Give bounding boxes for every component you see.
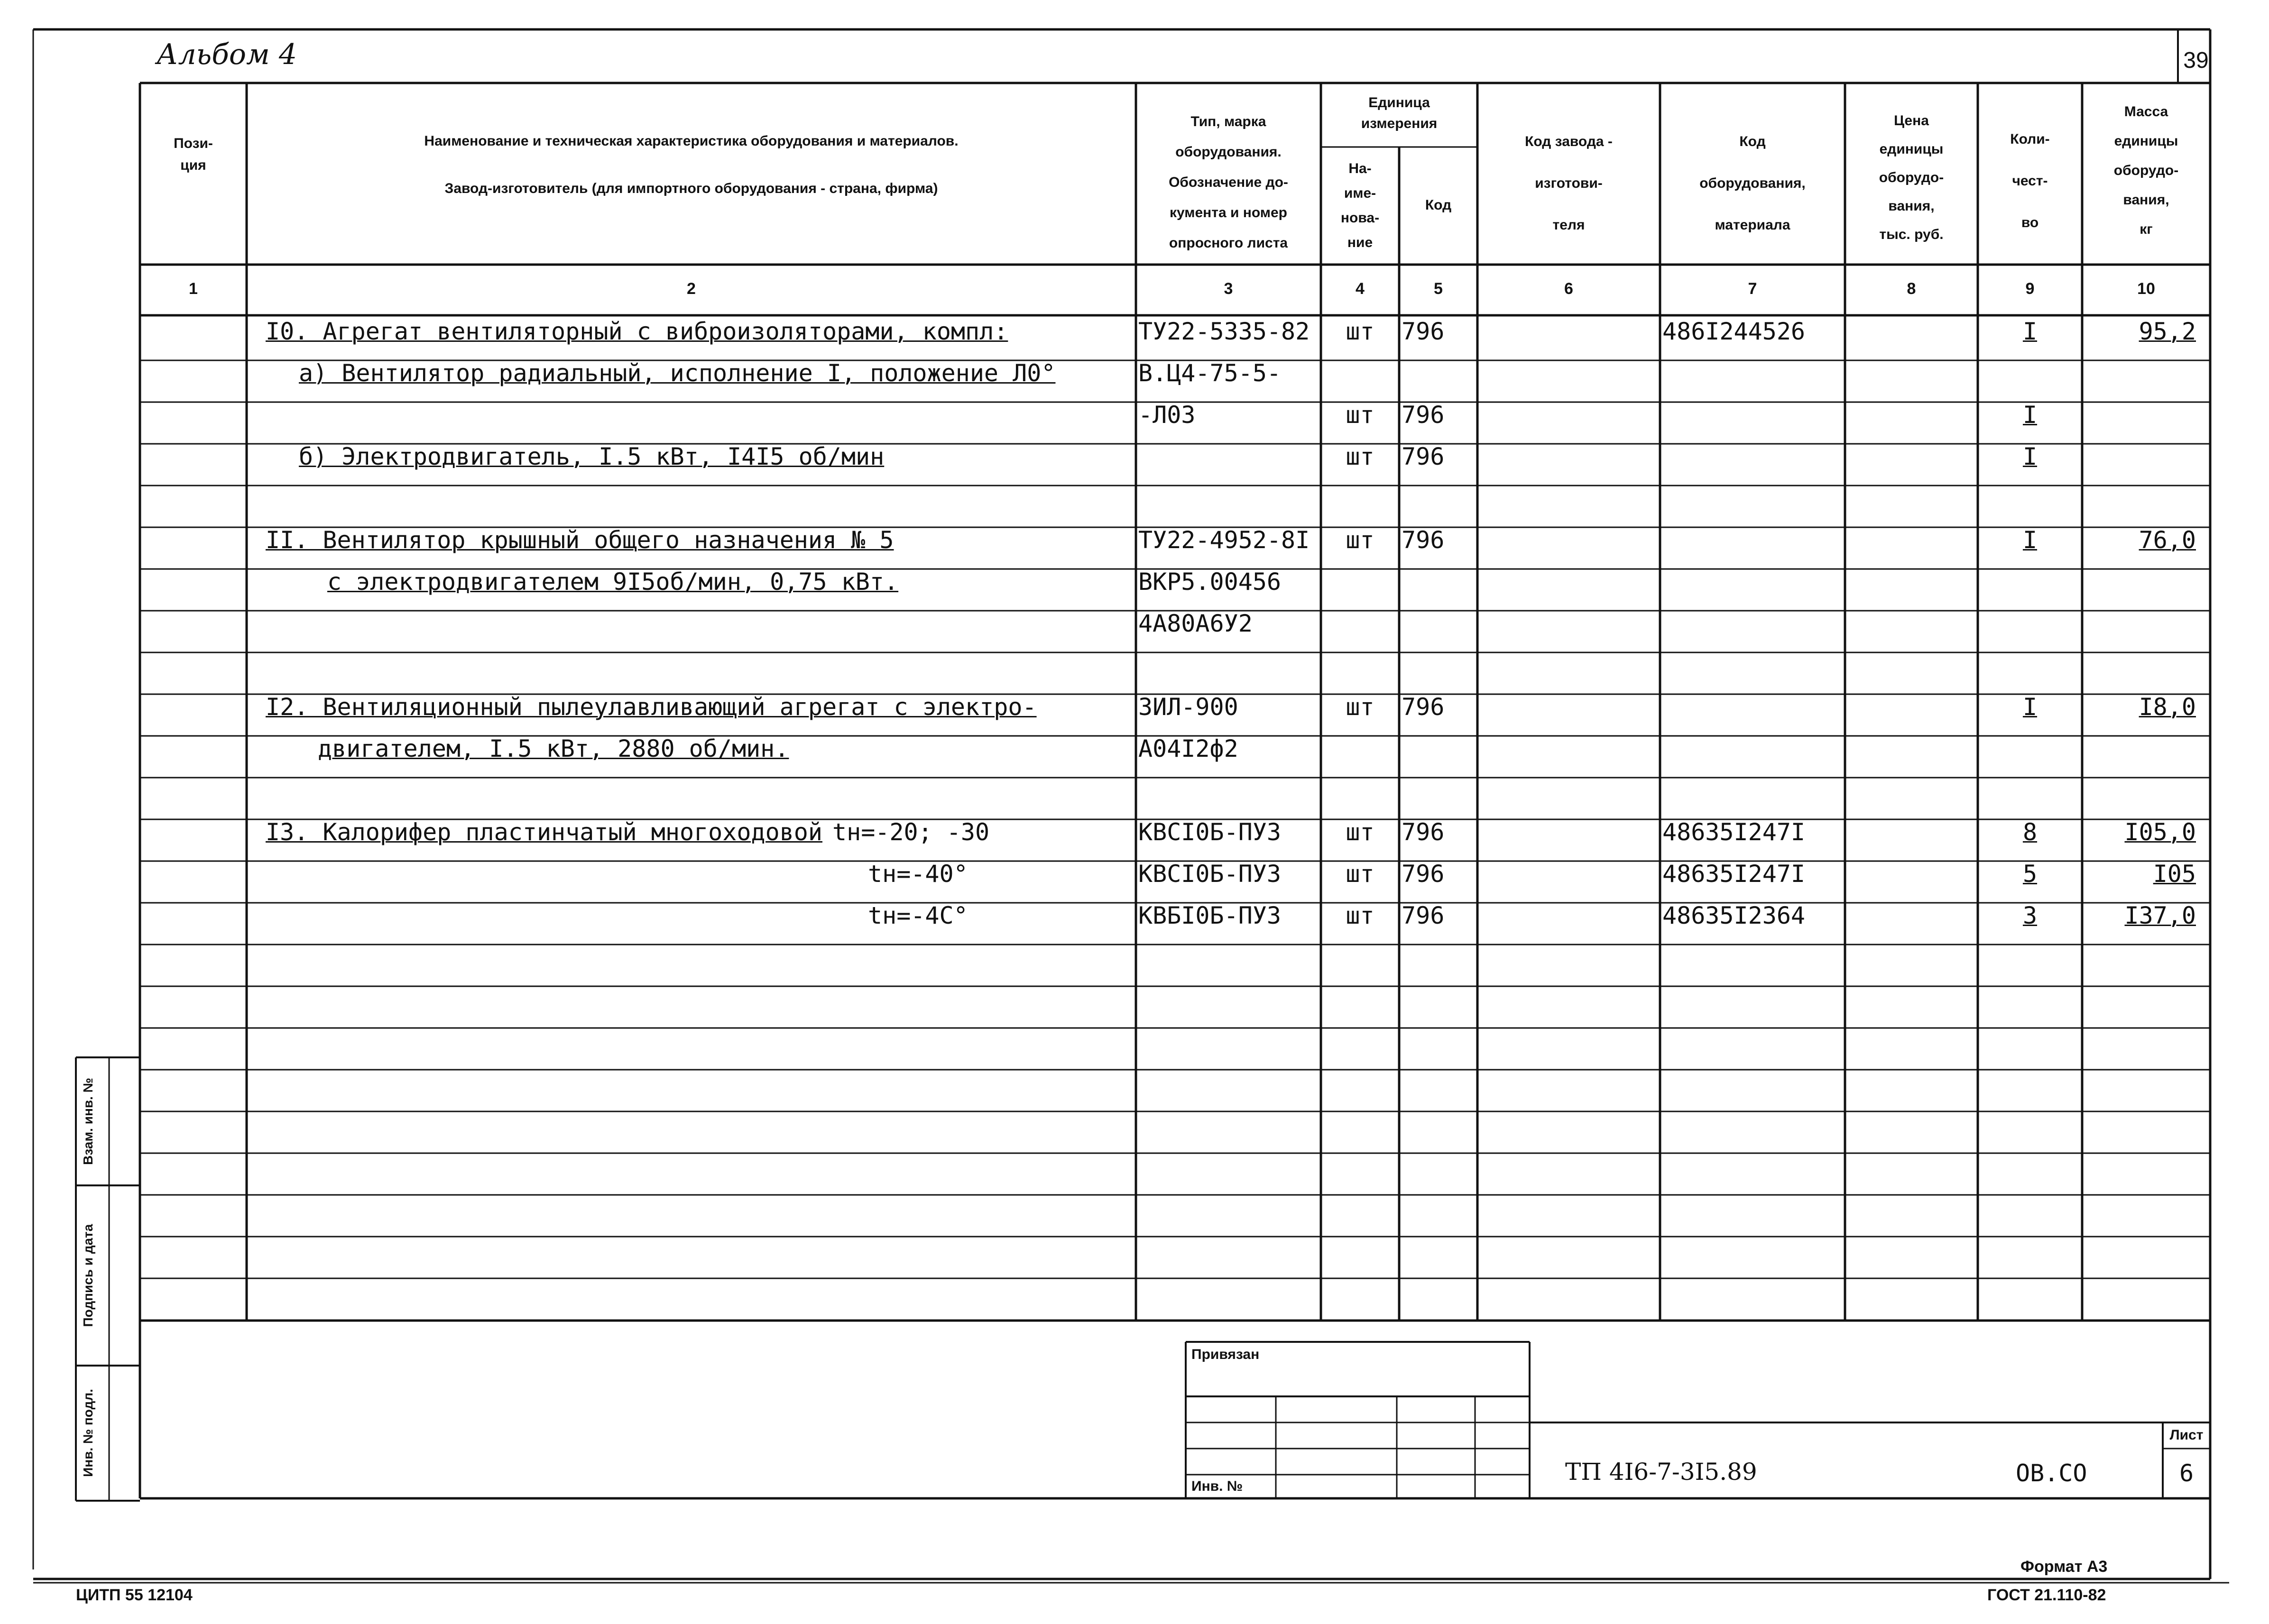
cell-type: ТУ22-5335-82 — [1138, 318, 1310, 345]
header-unit-code: Код — [1425, 197, 1452, 213]
cell-type: КВСI0Б-ПУЗ — [1138, 818, 1282, 846]
cell-temperature: tн=-20; -30 — [832, 818, 990, 846]
side-label-replace-inv: Взам. инв. № — [81, 1078, 95, 1165]
cell-name: с электродвигателем 9I5об/мин, 0,75 кВт. — [327, 568, 899, 596]
cell-qty: 3 — [2022, 902, 2038, 929]
cell-name: I2. Вентиляционный пылеулавливающий агрегат с электро- — [266, 693, 1037, 721]
cell-code: 796 — [1402, 818, 1445, 846]
cell-code: 796 — [1402, 318, 1445, 345]
cell-type: КВСI0Б-ПУЗ — [1138, 860, 1282, 888]
cell-unit: шт — [1346, 526, 1374, 554]
side-label-signature-date: Подпись и дата — [81, 1224, 95, 1327]
cell-name: а) Вентилятор радиальный, исполнение I, положение Л0° — [299, 359, 1056, 387]
cell-unit: шт — [1346, 318, 1374, 345]
header-name-line1: Наименование и техническая характеристика оборудования и материалов. — [424, 133, 959, 149]
cell-type: КВБI0Б-ПУЗ — [1138, 902, 1282, 929]
cell-name: двигателем, I.5 кВт, 2880 об/мин. — [318, 735, 789, 762]
stamp-sheet-label: Лист — [2169, 1427, 2204, 1443]
cell-code: 796 — [1402, 526, 1445, 554]
cell-qty: I — [2022, 526, 2038, 554]
cell-name: б) Электродвигатель, I.5 кВт, I4I5 об/мин — [299, 443, 885, 470]
cell-qty: I — [2022, 443, 2038, 470]
header-type: Тип, марка оборудования. Обозначение до- кумента и номер опросного листа — [1169, 114, 1288, 251]
stamp-doc-code: ТП 4I6-7-3I5.89 — [1565, 1458, 1757, 1486]
cell-mass: I05,0 — [2124, 818, 2196, 846]
album-label: Альбом 4 — [157, 38, 297, 71]
cell-type: А04I2ф2 — [1138, 735, 1238, 762]
stamp-sheet-number: 6 — [2179, 1459, 2194, 1487]
footer-left: ЦИТП 55 12104 — [76, 1586, 193, 1604]
cell-temperature: tн=-40° — [868, 860, 968, 888]
footer-gost: ГОСТ 21.110-82 — [1987, 1586, 2106, 1604]
cell-type: ЗИЛ-900 — [1138, 693, 1238, 721]
cell-mass: I37,0 — [2124, 902, 2196, 929]
cell-type: ТУ22-4952-8I — [1138, 526, 1310, 554]
cell-mat: 486I244526 — [1662, 318, 1806, 345]
cell-type: В.Ц4-75-5- — [1138, 359, 1282, 387]
col-number: 8 — [1907, 280, 1916, 298]
footer-format: Формат А3 — [2020, 1558, 2108, 1576]
col-number: 3 — [1224, 280, 1233, 298]
col-number: 2 — [687, 280, 696, 298]
cell-name: II. Вентилятор крышный общего назначения № 5 — [266, 526, 894, 554]
cell-unit: шт — [1346, 818, 1374, 846]
header-mass: Масса единицы оборудо- вания, кг — [2113, 104, 2179, 237]
header-material-code: Код оборудования, материала — [1699, 134, 1806, 233]
col-number: 9 — [2025, 280, 2035, 298]
cell-qty: I — [2022, 318, 2038, 345]
col-number: 5 — [1434, 280, 1443, 298]
cell-unit: шт — [1346, 401, 1374, 429]
header-price: Цена единицы оборудо- вания, тыс. руб. — [1879, 113, 1944, 242]
cell-code: 796 — [1402, 401, 1445, 429]
cell-name: I0. Агрегат вентиляторный с виброизоляторами, компл: — [266, 318, 1008, 345]
col-number: 6 — [1564, 280, 1573, 298]
col-number: 7 — [1748, 280, 1757, 298]
cell-unit: шт — [1346, 443, 1374, 470]
stamp-mark: ОВ.СО — [2016, 1459, 2087, 1487]
cell-code: 796 — [1402, 443, 1445, 470]
page-number: 39 — [2183, 48, 2209, 73]
stamp-inv: Инв. № — [1191, 1478, 1243, 1494]
cell-code: 796 — [1402, 902, 1445, 929]
cell-code: 796 — [1402, 860, 1445, 888]
cell-code: 796 — [1402, 693, 1445, 721]
cell-type: 4А80А6У2 — [1138, 610, 1253, 637]
cell-mat: 48635I247I — [1662, 818, 1806, 846]
cell-type: -Л03 — [1138, 401, 1196, 429]
cell-qty: 5 — [2022, 860, 2038, 888]
cell-mat: 48635I247I — [1662, 860, 1806, 888]
cell-qty: I — [2022, 401, 2038, 429]
header-position: Пози- ция — [174, 136, 213, 173]
cell-unit: шт — [1346, 860, 1374, 888]
cell-mass: 95,2 — [2139, 318, 2196, 345]
cell-temperature: tн=-4С° — [868, 902, 968, 929]
cell-mass: I8,0 — [2139, 693, 2196, 721]
header-name-line2: Завод-изготовитель (для импортного оборудования - страна, фирма) — [444, 181, 938, 196]
side-label-original-inv: Инв. № подл. — [81, 1389, 95, 1477]
col-number: 1 — [189, 280, 198, 298]
cell-unit: шт — [1346, 693, 1374, 721]
cell-type: ВКР5.00456 — [1138, 568, 1282, 596]
stamp-privyazan: Привязан — [1191, 1347, 1260, 1362]
cell-mat: 48635I2364 — [1662, 902, 1806, 929]
header-factory-code: Код завода - изготови- теля — [1525, 134, 1613, 233]
cell-mass: 76,0 — [2139, 526, 2196, 554]
header-unit-name: На- име- нова- ние — [1340, 161, 1380, 250]
col-number: 4 — [1356, 280, 1365, 298]
header-quantity: Коли- чест- во — [2010, 131, 2050, 230]
cell-unit: шт — [1346, 902, 1374, 929]
cell-qty: I — [2022, 693, 2038, 721]
cell-name: I3. Калорифер пластинчатый многоходовой — [266, 818, 822, 846]
header-unit: Единица измерения — [1361, 95, 1438, 131]
cell-mass: I05 — [2153, 860, 2196, 888]
col-number: 10 — [2137, 280, 2155, 298]
cell-qty: 8 — [2022, 818, 2038, 846]
